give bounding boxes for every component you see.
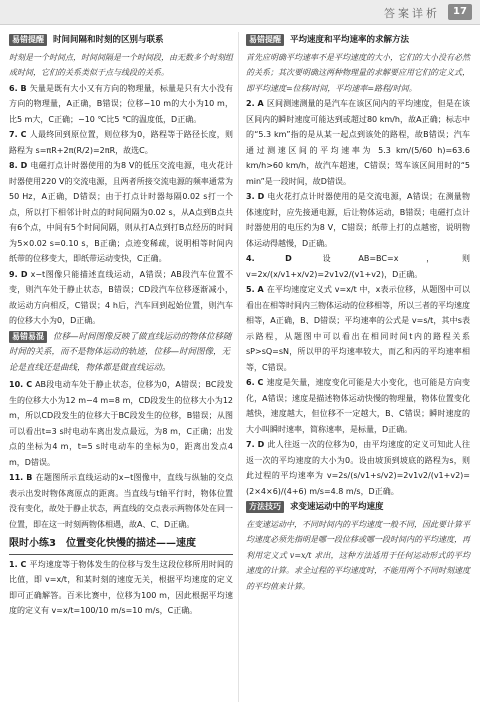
answer-text: AB段电动车处于静止状态，位移为0，A错误；BC段发生的位移大小为12 m−4 m=8 m，CD段发生的位移大小为12 m，所以CD段发生的位移大于BC段发生的位移，B错误；从图可以看出t=3 s时电动车离出发点最远，为8 m，C正确；出发点的坐标为4 m，t=5 s时电动车的坐标为0，距离出发点4 m，D错误。 bbox=[9, 380, 233, 467]
answer-number: 2. A bbox=[246, 99, 264, 108]
header-title: 答案详析 bbox=[384, 7, 440, 20]
answer-5 bbox=[246, 282, 470, 375]
tip-tag: 易错提醒 bbox=[9, 34, 47, 46]
answer-number: 6. C bbox=[246, 378, 264, 387]
answer-number: 4. D bbox=[246, 254, 292, 263]
tip-heading-1 bbox=[9, 33, 233, 49]
answer-7 bbox=[9, 127, 233, 158]
section-title: 限时小练3 位置变化快慢的描述——速度 bbox=[9, 536, 233, 555]
tip-body-4: 在变速运动中，不同时间内的平均速度一般不同，因此要计算平均速度必须先指明是哪一段位移或哪一段时间内的平均速度，再利用定义式 v=x/t 求出，这种方法适用于任何运动形式的平均速度的计算。求全过程的平均速度时，不能用两个不同时刻速度的平均值来计算。 bbox=[246, 519, 470, 591]
page-number: 17 bbox=[448, 4, 472, 20]
answer-number: 7. C bbox=[9, 130, 27, 139]
tip-title: 求变速运动中的平均速度 bbox=[290, 502, 384, 512]
tip-body-1: 时刻是一个时间点，时间间隔是一个时间段，由无数多个时刻组成时间，它们的关系类似于点与线段的关系。 bbox=[9, 52, 233, 77]
tip-tag: 易错提醒 bbox=[246, 34, 284, 46]
answer-text: 平均速度等于物体发生的位移与发生这段位移所用时间的比值，即 v=x/t，和某时刻的速度无关，根据平均速度的定义即可正确解答。百米比赛中，位移为100 m，因此根据平均速度的定义有 v=x/t=100/10 m/s=10 m/s，C正确。 bbox=[9, 559, 233, 615]
answer-2 bbox=[246, 96, 470, 189]
answer-number: 1. C bbox=[9, 559, 27, 569]
answer-4 bbox=[246, 251, 470, 282]
answer-text: 在题图所示直线运动的x−t图像中，直线与纵轴的交点表示出发时物体离原点的距离。当直线与t轴平行时，物体位置没有变化，故处于静止状态，两直线的交点表示两物体处在同一位置，即在这一时刻两物体相遇，故A、C、D正确。 bbox=[9, 473, 233, 529]
answer-3 bbox=[246, 189, 470, 251]
answer-number: 8. D bbox=[9, 161, 28, 170]
tip-title: 平均速度和平均速率的求解方法 bbox=[290, 35, 410, 45]
answer-text: 电火花打点计时器使用的是交流电源，A错误；在测量物体速度时，应先接通电源，后让物体运动，B错误；电磁打点计时器使用的电压约为8 V，C错误；纸带上打的点越密，说明物体运动得越慢，D正确。 bbox=[246, 192, 470, 248]
answer-text: 电磁打点计时器使用的为8 V的低压交流电源，电火花计时器使用220 V的交流电源，且两者所接交流电源的频率通常为50 Hz，A正确，D错误；由于打点计时器每隔0.02 s打一个点，所以打下相邻计时点的时间间隔为0.02 s，从A点到B点共有6个点，中间有5个时间间隔，则从打A点到打B点经历的时间为5×0.02 s=0.10 s，B正确；点迹变稀疏，说明相等时间内纸带的位移变大，即纸带运动变快，C正确。 bbox=[9, 161, 234, 263]
answer-8 bbox=[9, 158, 233, 267]
answer-text: 在平均速度定义式 v=x/t 中，x表示位移，从题图中可以看出在相等时间内三物体运动的位移相等，所以三者的平均速度相等，A正确，B、D错误；平均速率的公式是 v=s/t，其中s表示路程，从题图中可以看出在相同时间t内的路程关系 sP>sQ=sN，所以甲的平均速率较大，而乙和丙的平均速率相等，C错误。 bbox=[246, 285, 470, 372]
answer-text: 此人往返一次的位移为0，由平均速度的定义可知此人往返一次的平均速度的大小为0。设由坡顶到坡底的路程为s，则此过程的平均速率为 v=2s/(s/v1+s/v2)=2v1v2/(v1+v2)=(2×4×6)/(4+6) m/s=4.8 m/s，D正确。 bbox=[246, 440, 471, 496]
tip-heading-2 bbox=[9, 330, 233, 377]
right-column bbox=[246, 32, 470, 594]
answer-number: 7. D bbox=[246, 440, 265, 449]
left-column bbox=[9, 32, 233, 619]
tip-tag: 方法技巧 bbox=[246, 501, 284, 513]
tip-title: 时间间隔和时刻的区别与联系 bbox=[53, 35, 164, 45]
tip-heading-4 bbox=[246, 500, 470, 516]
tip-body-2: 位移—时间图像反映了做直线运动的物体位移随时间的关系，而不是物体运动的轨迹，位移—时间图像，无论是直线还是曲线，物体都是做直线运动。 bbox=[9, 331, 232, 373]
answer-number: 11. B bbox=[9, 473, 33, 482]
answer-text: 设AB=BC=x，则 v=2x/(x/v1+x/v2)=2v1v2/(v1+v2)，D正确。 bbox=[246, 254, 471, 279]
answer-number: 5. A bbox=[246, 285, 264, 294]
answer-text: 速度是矢量，速度变化可能是大小变化，也可能是方向变化，A错误；速度是描述物体运动快慢的物理量，物体位置变化越快，速度越大，但位移不一定越大，B、C错误；瞬时速度的大小叫瞬时速率，简称速率，是标量，D正确。 bbox=[246, 378, 470, 434]
answer-11 bbox=[9, 470, 233, 532]
answer-text: x−t图像只能描述直线运动，A错误；AB段汽车位置不变，则汽车处于静止状态，B错误；CD段汽车位移逐渐减小，故运动方向相反，C错误；4 h后，汽车回到起始位置，则汽车的位移大小为0，D正确。 bbox=[9, 269, 233, 325]
answer-7-right bbox=[246, 437, 470, 499]
answer-6 bbox=[9, 81, 233, 128]
tip-tag: 易错易混 bbox=[9, 331, 47, 343]
tip-body-3: 首先应明确平均速率不是平均速度的大小，它们的大小没有必然的关系；其次要明确这两种物理量的求解要应用它们的定义式，即平均速度=位移/时间，平均速率=路程/时间。 bbox=[246, 52, 470, 93]
answer-1 bbox=[9, 557, 233, 619]
answer-9 bbox=[9, 267, 233, 329]
answer-number: 9. D bbox=[9, 269, 28, 279]
answer-10 bbox=[9, 377, 233, 470]
answer-number: 10. C bbox=[9, 380, 33, 389]
answer-number: 3. D bbox=[246, 192, 265, 201]
answer-text: 区间测速测量的是汽车在该区间内的平均速度，但是在该区间内的瞬时速度可能达到或超过80 km/h，故A正确；标志中的“5.3 km”指的是从某一起点到该处的路程，故B错误；汽车通过测速区间的平均速率为 5.3 km/(5/60 h)=63.6 km/h>60 km/h，故汽车超速，C错误；驾车该区间用时的“5 min”是一段时间，故D错误。 bbox=[246, 99, 470, 186]
tip-heading-3 bbox=[246, 33, 470, 49]
answer-number: 6. B bbox=[9, 83, 27, 93]
page-header bbox=[0, 0, 480, 25]
answer-text: 人最终回到原位置，则位移为0，路程等于路径长度，则路程为 s=πR+2π(R/2)=2πR，故选C。 bbox=[9, 130, 234, 155]
answer-6-right bbox=[246, 375, 470, 437]
answer-text: 矢量是既有大小又有方向的物理量，标量是只有大小没有方向的物理量，A正确，B错误；位移−10 m的大小为10 m，比5 m大，C正确；−10 ℃比5 ℃的温度低，D正确。 bbox=[9, 83, 233, 124]
column-divider bbox=[238, 32, 239, 702]
